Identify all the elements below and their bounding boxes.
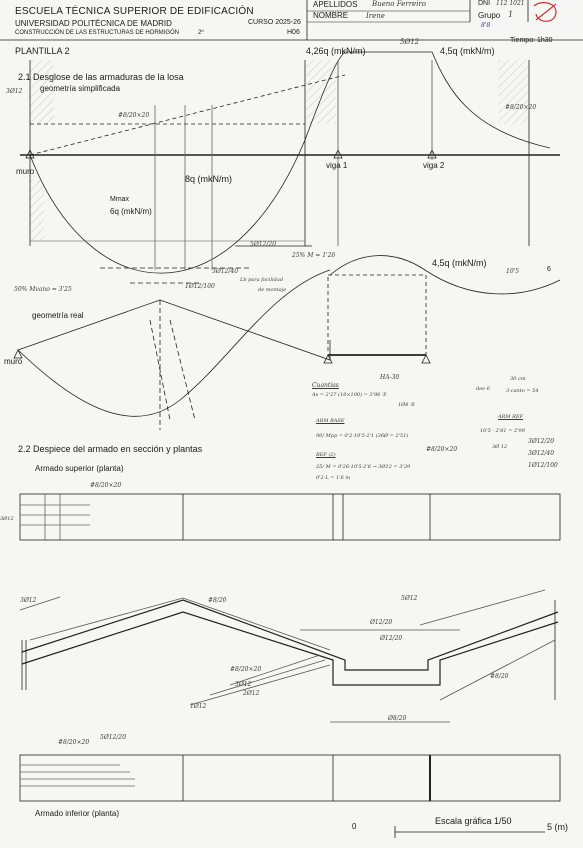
section-label: 3Ø12 [235, 681, 252, 688]
group-value: 1 [508, 10, 514, 19]
scale-end: 5 (m) [547, 822, 568, 832]
beam-hatch-right [498, 60, 528, 124]
arm-ref-title: ARM REF [498, 414, 523, 420]
section-label: #8/20 [490, 673, 509, 680]
university-name: UNIVERSIDAD POLITÉCNICA DE MADRID [15, 19, 172, 28]
arm-ref-item: 3Ø12/40 [528, 450, 555, 457]
sheet-title: PLANTILLA 2 [15, 46, 70, 56]
cuantias-line-1: As = 2'27 (18×100) = 3'96 ① [312, 392, 387, 398]
lower-plan-label: Armado inferior (planta) [35, 809, 120, 818]
section-label: 1Ø12 [190, 703, 207, 710]
real-wall-label: muro [4, 357, 23, 366]
section-label: #8/20 [208, 597, 227, 604]
bottom-bar-2: 3Ø12/40 [212, 268, 239, 275]
ref2-line-1: 25/ M = 0'26·10'5·2'6 → 3Ø12 = 3'39 [316, 464, 411, 470]
arm-ref-item: 1Ø12/100 [528, 462, 558, 469]
beam-hatch-left [306, 60, 336, 124]
surname-value: Bueno Ferreiro [372, 0, 426, 8]
arm-base-line-1: 90/ Mpp = 0'2·10'5·2'1 (36Ø = 2'51) [316, 433, 409, 439]
upper-plan-frame [20, 494, 560, 540]
span-moment: 8q (mkN/m) [185, 174, 232, 184]
lower-plan-frame [20, 755, 560, 801]
dni-label: DNI [478, 0, 491, 7]
dni-value: 112 1021 [496, 0, 525, 7]
grade-mark [534, 3, 556, 22]
school-name: ESCUELA TÉCNICA SUPERIOR DE EDIFICACIÓN [15, 6, 254, 17]
real-moment-label: 4,5q (mkN/m) [432, 258, 487, 268]
bottom-bar-3: 1Ø12/100 [185, 283, 215, 290]
mmax-value: 6q (mkN/m) [110, 207, 152, 216]
arm-ref-item: 3Ø12/20 [528, 438, 555, 445]
section-label: 5Ø12 [401, 595, 418, 602]
m25-note: 25% M = 1'26 [292, 252, 336, 259]
moment-top-right: 4,5q (mkN/m) [440, 46, 495, 56]
section-label: 3Ø12 [20, 597, 37, 604]
dee-note: dee 6 [476, 386, 490, 392]
mark-value: 8'8 [481, 22, 491, 29]
beam-frame [328, 275, 426, 355]
lower-bar-label: 5Ø12/20 [100, 734, 127, 741]
real-length-value: 6 [547, 266, 551, 273]
dee-value-1: 30 cm [510, 376, 526, 382]
cuantias-line-2: 1Ø8 ② [398, 402, 415, 408]
moment-top-left: 4,26q (mkN/m) [306, 46, 366, 56]
section-label: Ø12/20 [370, 619, 393, 626]
left-bar-label: 3Ø12 [6, 88, 23, 95]
course-name: CONSTRUCCIÓN DE LAS ESTRUCTURAS DE HORMIGÓN [15, 30, 180, 36]
lb-note-2: de montaje [258, 287, 287, 293]
scale-label: Escala gráfica 1/50 [435, 816, 512, 826]
section-2-1-subtitle: geometría simplificada [40, 84, 121, 93]
wall-hatch-bottom [30, 180, 44, 242]
support-wall-label: muro [16, 167, 35, 176]
arm-ref-line-1: 10'5 · 2'81 = 2'99 [480, 428, 525, 434]
real-slab-left [18, 300, 330, 360]
section-2-1-title: 2.1 Desglose de las armaduras de la losa [18, 72, 184, 82]
concrete-note: HA-30 [380, 374, 400, 381]
upper-side-label: 3Ø12 [0, 516, 14, 522]
section-top-line [22, 600, 558, 670]
curso-label: CURSO 2025-26 [248, 19, 301, 26]
group-label: Grupo [478, 11, 501, 20]
top-mesh-label: #8/20×20 [118, 112, 150, 119]
percent-note: 50% Mvano = 3'25 [14, 286, 72, 293]
mmax-label: Mmax [110, 196, 130, 203]
ref2-line-2: 0'2·L = 1'6 m [316, 475, 351, 481]
lower-mesh-label: #8/20×20 [58, 739, 90, 746]
dee-value-2: 3·canto = 54 [506, 388, 539, 394]
section-2-2-title: 2.2 Despiece del armado en sección y plantas [18, 444, 203, 454]
bottom-bar-1: 5Ø12/20 [250, 241, 277, 248]
upper-mesh-label: #8/20×20 [90, 482, 122, 489]
lb-note-1: Lb para facilidad [240, 277, 284, 283]
section-label: #8/20×20 [230, 666, 262, 673]
real-length: 10'5 [506, 268, 520, 275]
upper-plan-label: Armado superior (planta) [35, 464, 124, 473]
cuantias-title: Cuantías [312, 382, 339, 389]
course-year: 2º [198, 30, 204, 36]
code-label: H06 [287, 29, 300, 36]
arm-ref-line-2: 3Ø 12 [492, 444, 508, 450]
surname-label: APELLIDOS [313, 0, 358, 9]
arm-base-title: ARM BASE [316, 418, 345, 424]
name-value: Irene [366, 12, 385, 20]
section-bottom-line [22, 612, 558, 685]
section-label: Ø8/20 [388, 715, 407, 722]
section-label: Ø12/20 [380, 635, 403, 642]
top-mesh-right-label: #8/20×20 [505, 104, 537, 111]
real-geometry-label: geometría real [32, 311, 84, 320]
top-bar-label: 5Ø12 [400, 38, 420, 46]
ref2-title: REF (2) [316, 452, 336, 458]
arm-base-line-2: #8/20×20 [426, 446, 458, 453]
time-limit: Tiempo: 1h30 [510, 37, 553, 44]
name-label: NOMBRE [313, 11, 349, 20]
section-label: 2Ø12 [243, 690, 260, 697]
support-beam-2-label: viga 2 [423, 161, 445, 170]
support-beam-1-label: viga 1 [326, 161, 348, 170]
scale-zero: 0 [352, 822, 357, 831]
